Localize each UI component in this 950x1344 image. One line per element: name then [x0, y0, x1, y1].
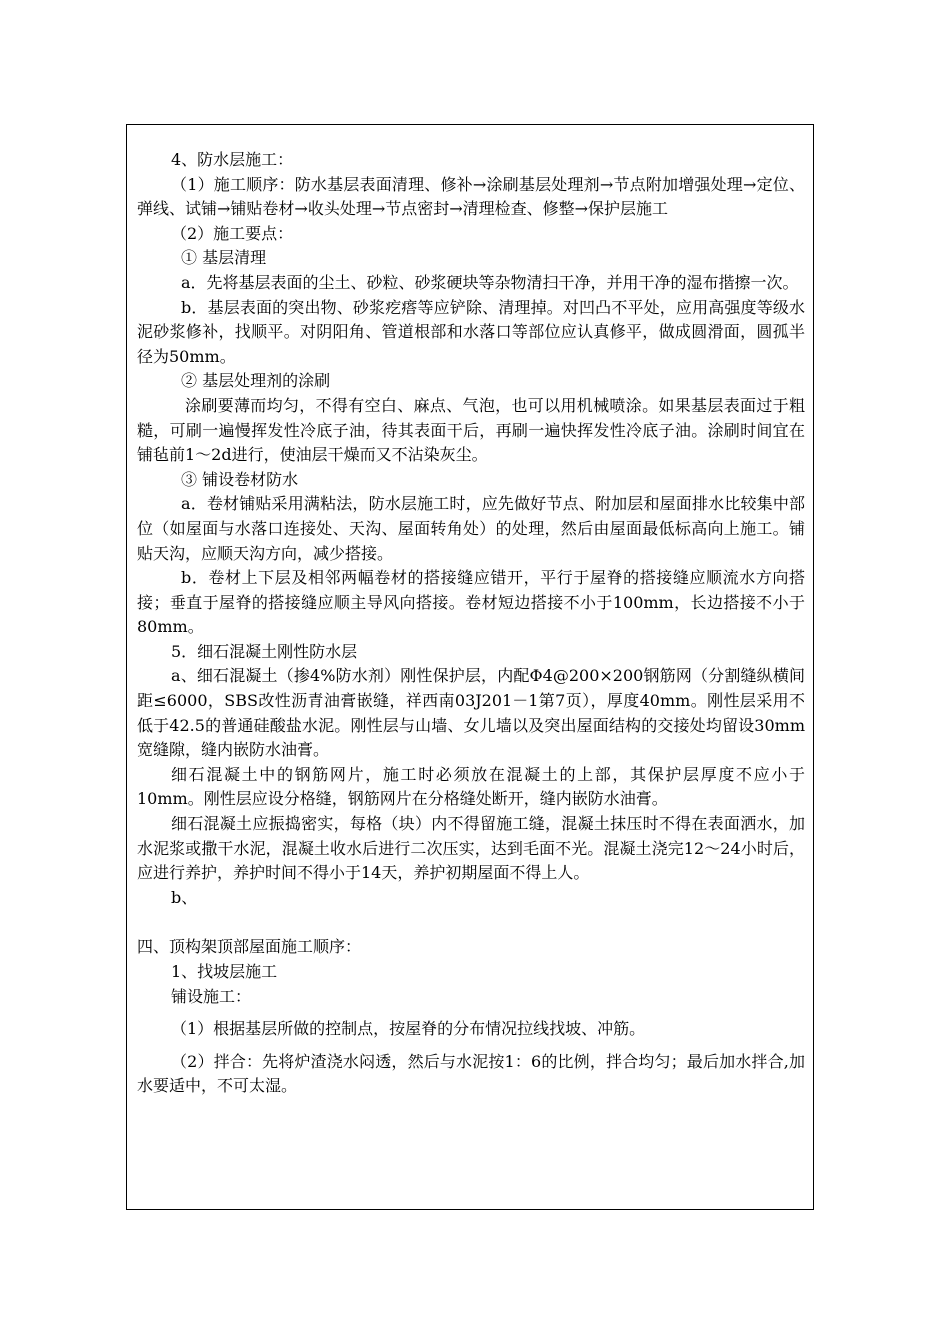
- section-heading-rigid-layer: 5．细石混凝土刚性防水层: [171, 641, 358, 661]
- blank-line: [137, 910, 805, 935]
- subheading-base-cleaning: ① 基层清理: [181, 248, 267, 268]
- paragraph-rigid-curing: 细石混凝土应振捣密实，每格（块）内不得留施工缝，混凝土抹压时不得在表面洒水，加水泥浆或撒干水泥，混凝土收水后进行二次压实，达到毛面不光。混凝土浇完12～24小时后，应进行养护，养护时间不得小于14天，养护初期屋面不得上人。: [137, 814, 805, 883]
- paragraph-sequence: （1）施工顺序：防水基层表面清理、修补→涂刷基层处理剂→节点附加增强处理→定位、弹线、试铺→铺贴卷材→收头处理→节点密封→清理检查、修整→保护层施工: [137, 174, 805, 219]
- paragraph-rigid-mesh: 细石混凝土中的钢筋网片，施工时必须放在混凝土的上部，其保护层厚度不应小于10mm。刚性层应设分格缝，钢筋网片在分格缝处断开，缝内嵌防水油膏。: [137, 764, 805, 809]
- document-body: [137, 148, 805, 1099]
- subheading-membrane: ③ 铺设卷材防水: [181, 469, 299, 489]
- paragraph-membrane-a: a．卷材铺贴采用满粘法，防水层施工时，应先做好节点、附加层和屋面排水比较集中部位（如屋面与水落口连接处、天沟、屋面转角处）的处理，然后由屋面最低标高向上施工。铺贴天沟，应顺天沟方向，减少搭接。: [137, 494, 805, 563]
- subheading-slope-layer: 1、找坡层施工: [171, 962, 278, 981]
- subheading-primer: ② 基层处理剂的涂刷: [181, 371, 331, 391]
- section-heading-waterproof: 4、防水层施工：: [171, 150, 294, 169]
- spacer: [137, 1009, 805, 1017]
- paragraph-membrane-b: b．卷材上下层及相邻两幅卷材的搭接缝应错开，平行于屋脊的搭接缝应顺流水方向搭接；垂直于屋脊的搭接缝应顺主导风向搭接。卷材短边搭接不小于100mm，长边搭接不小于80mm。: [137, 568, 805, 637]
- subheading-key-points: （2）施工要点：: [171, 223, 294, 243]
- spacer: [137, 1042, 805, 1050]
- paragraph-rigid-b: b、: [171, 887, 198, 907]
- paragraph-laying-2: （2）拌合：先将炉渣浇水闷透，然后与水泥按1：6的比例，拌合均匀；最后加水拌合,加水要适中，不可太湿。: [137, 1051, 805, 1096]
- subheading-laying: 铺设施工：: [171, 986, 252, 1006]
- paragraph-primer: 涂刷要薄而均匀，不得有空白、麻点、气泡，也可以用机械喷涂。如果基层表面过于粗糙，可刷一遍慢挥发性冷底子油，待其表面干后，再刷一遍快挥发性冷底子油。涂刷时间宜在铺毡前1～2d进行，使油层干燥而又不沾染灰尘。: [137, 395, 805, 465]
- paragraph-cleaning-a: a．先将基层表面的尘土、砂粒、砂浆硬块等杂物清扫干净，并用干净的湿布揩擦一次。: [181, 272, 799, 292]
- paragraph-laying-1: （1）根据基层所做的控制点，按屋脊的分布情况拉线找坡、冲筋。: [171, 1019, 646, 1039]
- paragraph-rigid-a: a、细石混凝土（掺4%防水剂）刚性保护层，内配Φ4@200×200钢筋网（分割缝纵横间距≤6000，SBS改性沥青油膏嵌缝，祥西南03J201－1第7页），厚度40mm。刚性层采用不低于42.5的普通硅酸盐水泥。刚性层与山墙、女儿墙以及突出屋面结构的交接处均留设30mm宽缝隙，缝内嵌防水油膏。: [137, 666, 805, 760]
- document-frame: [126, 124, 814, 1210]
- paragraph-cleaning-b: b．基层表面的突出物、砂浆疙瘩等应铲除、清理掉。对凹凸不平处，应用高强度等级水泥砂浆修补，找顺平。对阴阳角、管道根部和水落口等部位应认真修平，做成圆滑面，圆孤半径为50mm。: [137, 297, 805, 366]
- section-heading-roof-sequence: 四、顶构架顶部屋面施工顺序：: [137, 937, 362, 957]
